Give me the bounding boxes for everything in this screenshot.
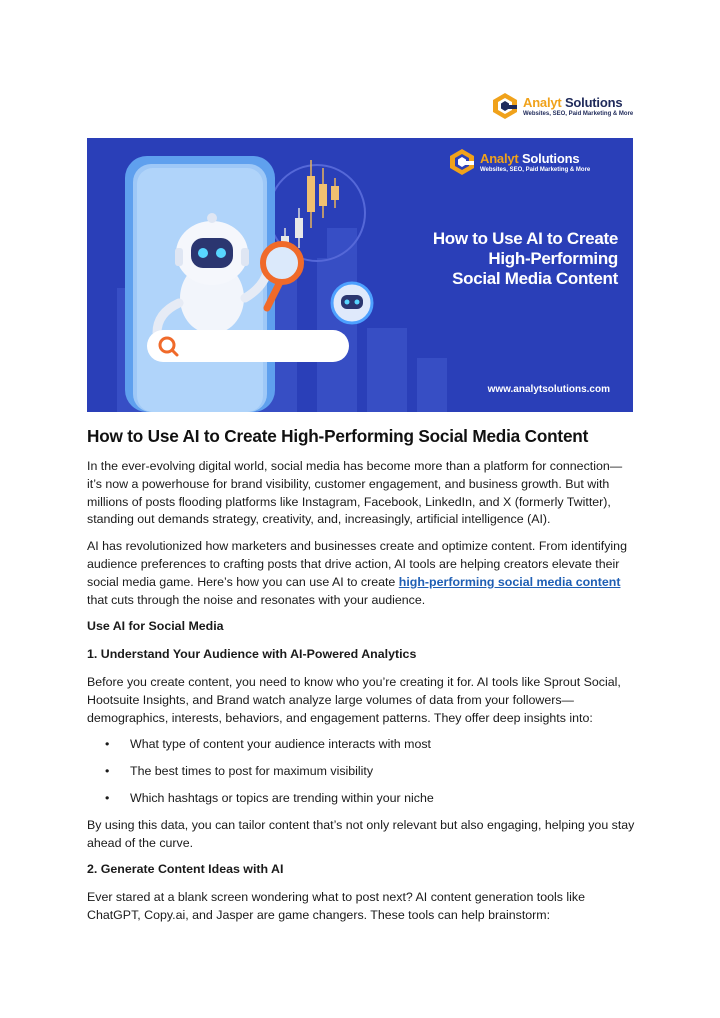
banner-url: www.analytsolutions.com (487, 384, 610, 395)
step2-body: Ever stared at a blank screen wondering what to post next? AI content generation tools like ChatGPT, Copy.ai, and Jasper are game changers. These tools can help brainstorm: (87, 890, 585, 922)
banner-title-line: How to Use AI to Create (432, 229, 618, 248)
banner-title (400, 229, 618, 289)
banner-title-line: Social Media Content (452, 269, 618, 288)
banner-logo-title: Analyt Solutions (480, 150, 580, 166)
header-logo (490, 89, 640, 123)
step2-heading: 2. Generate Content Ideas with AI (87, 862, 284, 877)
list-item: • Which hashtags or topics are trending within your niche (105, 790, 434, 805)
logo-tagline: Websites, SEO, Paid Marketing & More (523, 110, 634, 117)
step1-body: Before you create content, you need to know who you’re creating it for. AI tools like Sprout Social, Hootsuite Insights, and Brand watch analyze large volumes of data from your followers—demographics, interests, behaviors, and engagement patterns. They offer deep insights into: (87, 674, 621, 725)
list-item: • What type of content your audience interacts with most (105, 737, 431, 752)
logo-title: Analyt Solutions (523, 94, 623, 110)
step1-outro: By using this data, you can tailor content that’s not only relevant but also engaging, helping you stay ahead of the curve. (87, 817, 635, 850)
list-item: • The best times to post for maximum visibility (105, 764, 374, 779)
article-title: How to Use AI to Create High-Performing Social Media Content (87, 426, 589, 446)
hero-banner (87, 138, 633, 412)
banner-logo-tagline: Websites, SEO, Paid Marketing & More (480, 166, 591, 173)
step1-heading: 1. Understand Your Audience with AI-Powered Analytics (87, 647, 417, 662)
analyt-logo-icon (490, 91, 520, 121)
ai-revolution-paragraph: AI has revolutionized how marketers and businesses create and optimize content. From identifying audience preferences to crafting posts that drive action, AI tools are helping creators elevate their social media game. Here’s how you can use AI to create high-performing social media content that cuts through the noise and resonates with your audience. (87, 539, 627, 607)
banner-title-line: High-Performing (488, 249, 618, 268)
banner-logo (447, 146, 597, 178)
section-heading: Use AI for Social Media (87, 619, 224, 634)
intro-paragraph: In the ever-evolving digital world, social media has become more than a platform for connection—it’s now a powerhouse for brand visibility, customer engagement, and business growth. But with millions of posts flooding platforms like Instagram, Facebook, LinkedIn, and X (formerly Twitter), standing out demands strategy, creativity, and, increasingly, artificial intelligence (AI). (87, 459, 623, 527)
article (87, 425, 635, 934)
insights-list (87, 736, 635, 807)
analyt-logo-icon (447, 147, 477, 177)
social-media-content-link[interactable]: high-performing social media content (398, 574, 621, 589)
